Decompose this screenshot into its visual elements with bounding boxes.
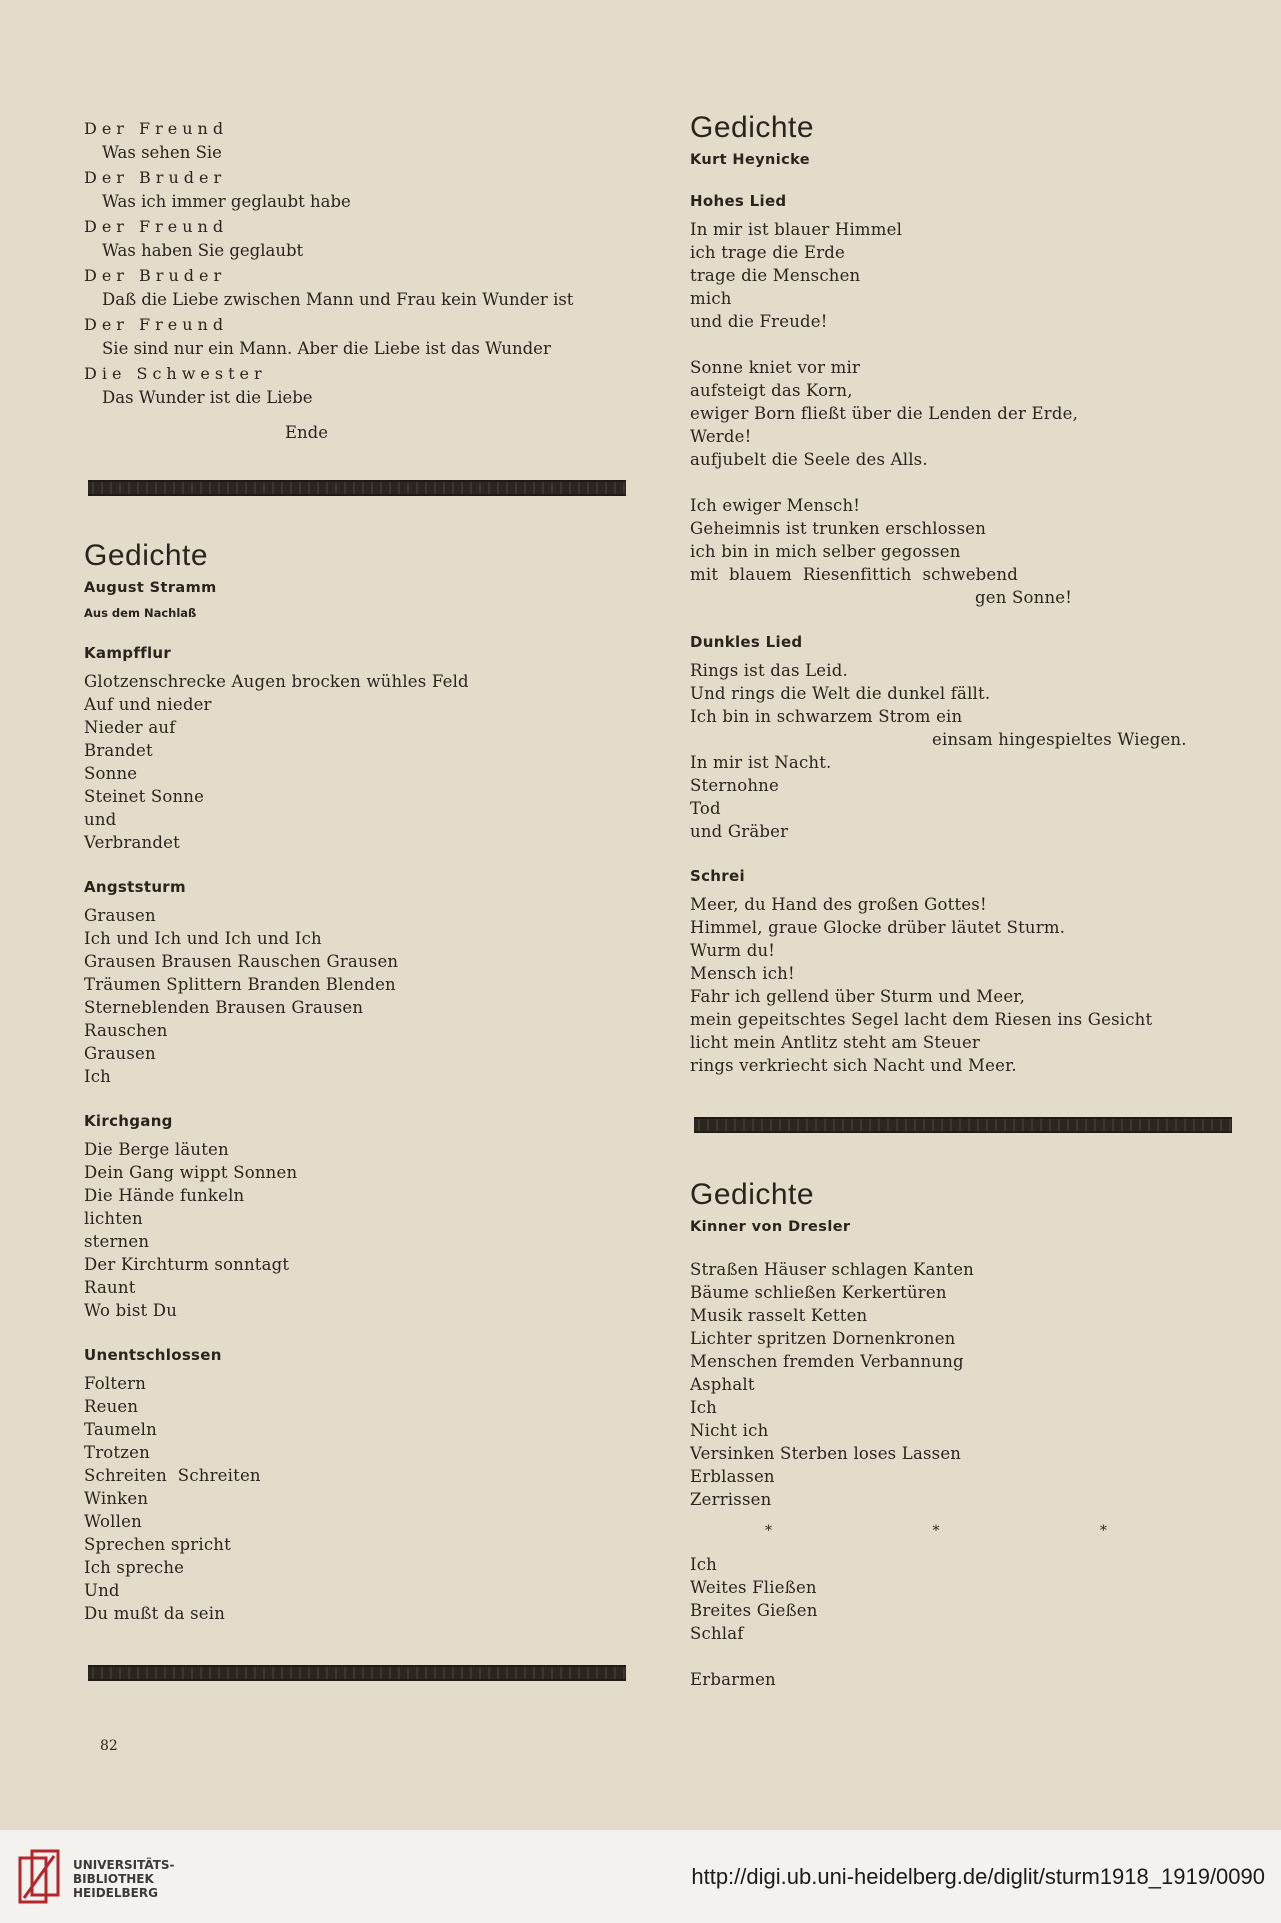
poem-body bbox=[84, 1372, 629, 1625]
verse-line: Verbrandet bbox=[84, 833, 180, 852]
verse-line: Die Hände funkeln bbox=[84, 1186, 245, 1205]
verse-line: Geheimnis ist trunken erschlossen bbox=[690, 519, 987, 538]
verse-line: Taumeln bbox=[84, 1420, 157, 1439]
library-name bbox=[73, 1858, 175, 1900]
verse-line: Sprechen spricht bbox=[84, 1535, 231, 1554]
speaker-label: Der Freund bbox=[84, 119, 229, 138]
verse-line: Musik rasselt Ketten bbox=[690, 1306, 868, 1325]
verse-line: Weites Fließen bbox=[690, 1578, 817, 1597]
poem-body bbox=[690, 659, 1235, 843]
verse-line: Tod bbox=[690, 799, 721, 818]
asterism-separator: * * * bbox=[765, 1523, 1185, 1539]
verse-line: Der Kirchturm sonntagt bbox=[84, 1255, 290, 1274]
left-column bbox=[84, 115, 629, 1681]
verse-line: Sonne bbox=[84, 764, 138, 783]
verse-line: Ich ewiger Mensch! bbox=[690, 496, 861, 515]
verse-line: Ich spreche bbox=[84, 1558, 185, 1577]
verse-line: und die Freude! bbox=[690, 312, 828, 331]
verse-line: ewiger Born fließt über die Lenden der Erde, bbox=[690, 404, 1079, 423]
verse-line: Steinet Sonne bbox=[84, 787, 205, 806]
poem-body bbox=[690, 893, 1235, 1077]
verse-line: In mir ist Nacht. bbox=[690, 753, 832, 772]
verse-line: licht mein Antlitz steht am Steuer bbox=[690, 1033, 981, 1052]
section-divider bbox=[694, 1117, 1232, 1133]
verse-line: Auf und nieder bbox=[84, 695, 212, 714]
verse-line: Trotzen bbox=[84, 1443, 150, 1462]
verse-line: Sterneblenden Brausen Grausen bbox=[84, 998, 364, 1017]
dialogue-block bbox=[84, 116, 629, 442]
verse-line: Menschen fremden Verbannung bbox=[690, 1352, 964, 1371]
viewer-footer bbox=[0, 1830, 1281, 1923]
poem-title: Kampfflur bbox=[84, 644, 172, 662]
verse-line: Schreiten Schreiten bbox=[84, 1466, 261, 1485]
verse-line: Ich bbox=[84, 1067, 111, 1086]
poem-title: Unentschlossen bbox=[84, 1346, 222, 1364]
verse-line: Rauschen bbox=[84, 1021, 168, 1040]
library-name-line: BIBLIOTHEK bbox=[73, 1872, 154, 1886]
verse-line: Reuen bbox=[84, 1397, 139, 1416]
speaker-label: Die Schwester bbox=[84, 364, 267, 383]
library-name-line: UNIVERSITÄTS- bbox=[73, 1858, 175, 1872]
verse-line: gen Sonne! bbox=[975, 588, 1073, 607]
section-divider bbox=[88, 480, 626, 496]
verse-line: und Gräber bbox=[690, 822, 789, 841]
verse-line: Grausen Brausen Rauschen Grausen bbox=[84, 952, 399, 971]
poem-body bbox=[84, 1138, 629, 1322]
verse-line: und bbox=[84, 810, 117, 829]
verse-line: Grausen bbox=[84, 1044, 156, 1063]
verse-line: Ich bbox=[690, 1555, 717, 1574]
verse-line: Sternohne bbox=[690, 776, 779, 795]
speech-line: Sie sind nur ein Mann. Aber die Liebe ist das Wunder bbox=[102, 339, 551, 358]
verse-line: Breites Gießen bbox=[690, 1601, 818, 1620]
speaker-label: Der Bruder bbox=[84, 266, 227, 285]
verse-line: mit blauem Riesenfittich schwebend bbox=[690, 565, 1018, 584]
verse-line: Sonne kniet vor mir bbox=[690, 358, 861, 377]
verse-line: Meer, du Hand des großen Gottes! bbox=[690, 895, 987, 914]
verse-line: Ich bin in schwarzem Strom ein bbox=[690, 707, 963, 726]
verse-line: Dein Gang wippt Sonnen bbox=[84, 1163, 298, 1182]
section-divider bbox=[88, 1665, 626, 1681]
verse-line: Ich bbox=[690, 1398, 717, 1417]
section-heading: Gedichte bbox=[690, 111, 815, 144]
section-heading: Gedichte bbox=[84, 539, 209, 572]
verse-line: In mir ist blauer Himmel bbox=[690, 220, 903, 239]
speech-line: Das Wunder ist die Liebe bbox=[102, 388, 313, 407]
library-name-line: HEIDELBERG bbox=[73, 1886, 158, 1900]
verse-line: Raunt bbox=[84, 1278, 136, 1297]
speaker-label: Der Freund bbox=[84, 217, 229, 236]
verse-line: Himmel, graue Glocke drüber läutet Sturm. bbox=[690, 918, 1066, 937]
speech-line: Daß die Liebe zwischen Mann und Frau kein Wunder ist bbox=[102, 290, 574, 309]
verse-line: Und rings die Welt die dunkel fällt. bbox=[690, 684, 991, 703]
poem-title: Dunkles Lied bbox=[690, 633, 803, 651]
verse-line: Werde! bbox=[690, 427, 752, 446]
verse-line: Nicht ich bbox=[690, 1421, 769, 1440]
verse-line: Winken bbox=[84, 1489, 149, 1508]
verse-line: trage die Menschen bbox=[690, 266, 861, 285]
speaker-label: Der Bruder bbox=[84, 168, 227, 187]
verse-line: mein gepeitschtes Segel lacht dem Riesen ins Gesicht bbox=[690, 1010, 1153, 1029]
source-note: Aus dem Nachlaß bbox=[84, 606, 197, 620]
verse-line: Schlaf bbox=[690, 1624, 744, 1643]
verse-line: Wollen bbox=[84, 1512, 142, 1531]
stanza-gap bbox=[690, 333, 1235, 356]
poem-body bbox=[690, 218, 1235, 609]
author-name: August Stramm bbox=[84, 580, 217, 596]
verse-line: sternen bbox=[84, 1232, 150, 1251]
verse-line: lichten bbox=[84, 1209, 143, 1228]
verse-line: Asphalt bbox=[690, 1375, 755, 1394]
verse-line: Und bbox=[84, 1581, 120, 1600]
verse-line: Brandet bbox=[84, 741, 153, 760]
verse-line: Du mußt da sein bbox=[84, 1604, 226, 1623]
verse-line: Träumen Splittern Branden Blenden bbox=[84, 975, 396, 994]
verse-line: Die Berge läuten bbox=[84, 1140, 229, 1159]
verse-line: Bäume schließen Kerkertüren bbox=[690, 1283, 947, 1302]
right-column bbox=[690, 110, 1235, 1691]
verse-line: Grausen bbox=[84, 906, 156, 925]
verse-line: einsam hingespieltes Wiegen. bbox=[932, 730, 1187, 749]
verse-line: Versinken Sterben loses Lassen bbox=[690, 1444, 962, 1463]
stanza-gap bbox=[690, 1235, 1235, 1258]
permalink-url[interactable]: http://digi.ub.uni-heidelberg.de/diglit/sturm1918_1919/0090 bbox=[691, 1864, 1265, 1889]
verse-line: rings verkriecht sich Nacht und Meer. bbox=[690, 1056, 1017, 1075]
verse-line: Mensch ich! bbox=[690, 964, 795, 983]
poem-body bbox=[84, 904, 629, 1088]
verse-line: Ich und Ich und Ich und Ich bbox=[84, 929, 322, 948]
stanza-gap bbox=[690, 1645, 1235, 1668]
speaker-label: Der Freund bbox=[84, 315, 229, 334]
page-number: 82 bbox=[100, 1738, 118, 1754]
author-name: Kurt Heynicke bbox=[690, 152, 811, 168]
poem-body bbox=[690, 1258, 1235, 1691]
section-heading: Gedichte bbox=[690, 1178, 815, 1211]
verse-line: ich bin in mich selber gegossen bbox=[690, 542, 961, 561]
verse-line: mich bbox=[690, 289, 732, 308]
speech-line: Was haben Sie geglaubt bbox=[102, 241, 304, 260]
poem-title: Kirchgang bbox=[84, 1112, 173, 1130]
verse-line: aufjubelt die Seele des Alls. bbox=[690, 450, 928, 469]
verse-line: Lichter spritzen Dornenkronen bbox=[690, 1329, 956, 1348]
verse-line: Erblassen bbox=[690, 1467, 775, 1486]
speech-line: Was sehen Sie bbox=[102, 143, 222, 162]
verse-line: Wurm du! bbox=[690, 941, 776, 960]
speech-line: Was ich immer geglaubt habe bbox=[102, 192, 351, 211]
poem-body bbox=[84, 670, 629, 854]
verse-line: Erbarmen bbox=[690, 1670, 776, 1689]
verse-line: Glotzenschrecke Augen brocken wühles Feld bbox=[84, 672, 469, 691]
verse-line: Fahr ich gellend über Sturm und Meer, bbox=[690, 987, 1026, 1006]
poem-title: Hohes Lied bbox=[690, 192, 787, 210]
poem-title: Schrei bbox=[690, 867, 745, 885]
verse-line: Straßen Häuser schlagen Kanten bbox=[690, 1260, 974, 1279]
ende-marker: Ende bbox=[285, 423, 328, 442]
verse-line: ich trage die Erde bbox=[690, 243, 846, 262]
verse-line: Foltern bbox=[84, 1374, 147, 1393]
verse-line: Nieder auf bbox=[84, 718, 176, 737]
library-logo-icon bbox=[18, 1848, 62, 1906]
verse-line: Rings ist das Leid. bbox=[690, 661, 848, 680]
verse-line: Zerrissen bbox=[690, 1490, 772, 1509]
stanza-gap bbox=[690, 471, 1235, 494]
verse-line: Wo bist Du bbox=[84, 1301, 178, 1320]
verse-line: aufsteigt das Korn, bbox=[690, 381, 853, 400]
author-name: Kinner von Dresler bbox=[690, 1219, 851, 1235]
poem-title: Angststurm bbox=[84, 878, 186, 896]
